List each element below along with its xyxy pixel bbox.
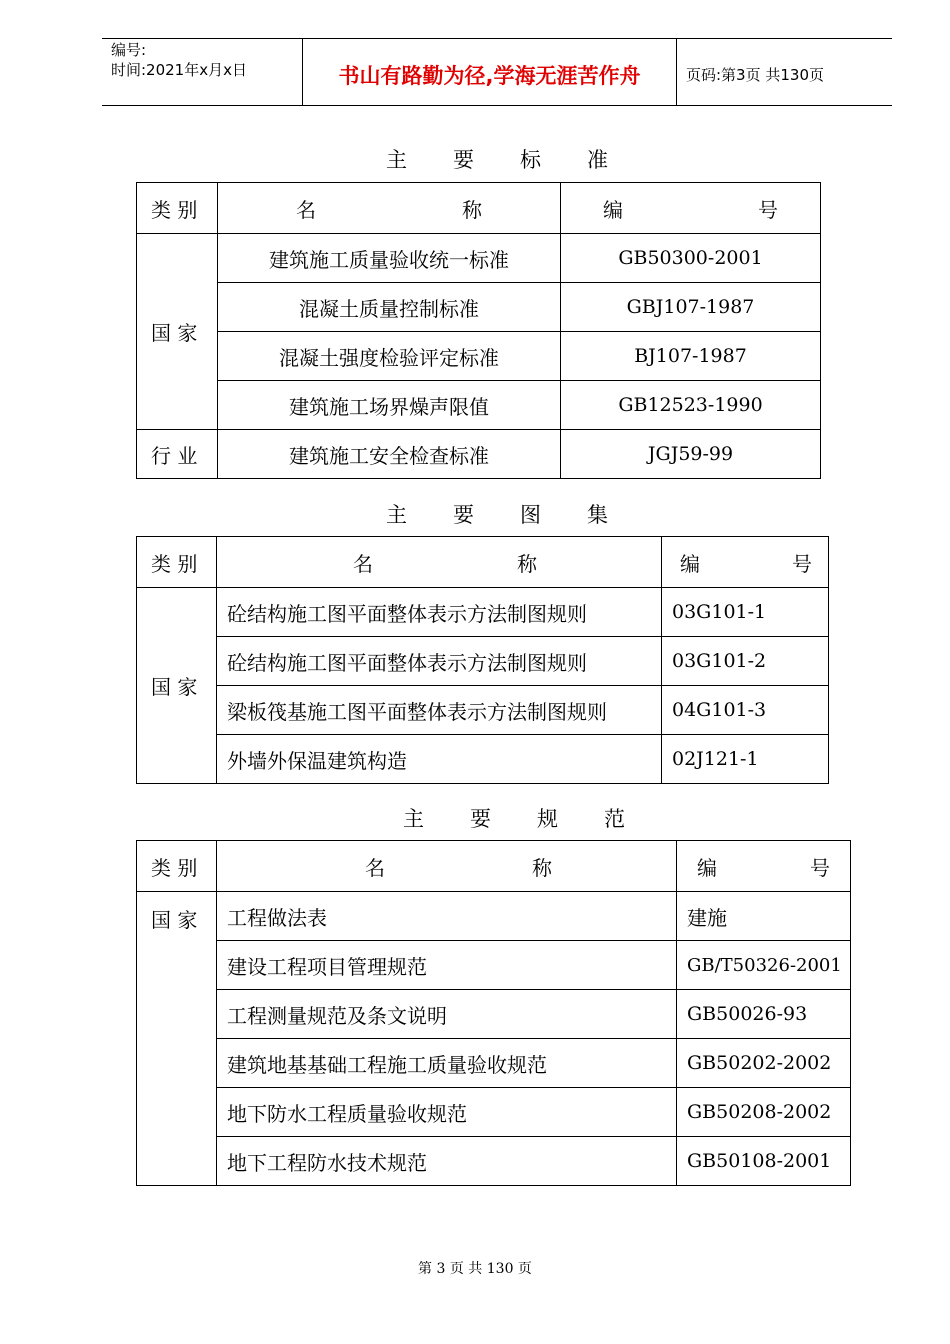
category-cell: 行 业 xyxy=(137,430,218,479)
codes-table xyxy=(136,840,851,1186)
standard-code: BJ107-1987 xyxy=(561,332,821,381)
atlas-code: 03G101-1 xyxy=(662,588,829,637)
title-char: 要 xyxy=(453,503,474,527)
code-name: 工程做法表 xyxy=(217,892,677,941)
category-cell: 国 家 xyxy=(137,892,217,1186)
atlas-code: 03G101-2 xyxy=(662,637,829,686)
table-row xyxy=(137,381,821,430)
col-header-category: 类 别 xyxy=(137,183,218,234)
atlas-name: 砼结构施工图平面整体表示方法制图规则 xyxy=(217,588,662,637)
standards-table xyxy=(136,182,821,479)
col-header-name-b: 称 xyxy=(532,855,552,880)
title-char: 标 xyxy=(520,148,541,172)
col-header-code-a: 编 xyxy=(603,197,623,222)
table-row xyxy=(137,332,821,381)
category-cell: 国 家 xyxy=(137,588,217,784)
section-title-standards xyxy=(386,144,608,174)
table-header-row xyxy=(137,183,821,234)
col-header-name xyxy=(217,841,677,892)
standard-name: 建筑施工质量验收统一标准 xyxy=(218,234,561,283)
col-header-code-b: 号 xyxy=(810,855,830,880)
col-header-code-b: 号 xyxy=(792,551,812,576)
col-header-name xyxy=(217,537,662,588)
code-name: 地下工程防水技术规范 xyxy=(217,1137,677,1186)
title-char: 主 xyxy=(386,503,407,527)
col-header-code-b: 号 xyxy=(758,197,778,222)
doc-number-label: 编号: xyxy=(111,41,147,59)
col-header-code xyxy=(662,537,829,588)
doc-date: 时间:2021年x月x日 xyxy=(111,61,247,79)
table-header-row xyxy=(137,537,829,588)
col-header-code xyxy=(677,841,851,892)
atlas-code: 02J121-1 xyxy=(662,735,829,784)
title-char: 要 xyxy=(470,807,491,831)
table-row xyxy=(137,892,851,941)
section-title-atlases xyxy=(386,499,608,529)
col-header-name-b: 称 xyxy=(462,197,482,222)
code-name: 工程测量规范及条文说明 xyxy=(217,990,677,1039)
col-header-code-a: 编 xyxy=(697,855,717,880)
title-char: 主 xyxy=(403,807,424,831)
title-char: 规 xyxy=(537,807,558,831)
page-header xyxy=(102,38,892,106)
page-footer: 第 3 页 共 130 页 xyxy=(418,1261,532,1277)
table-row xyxy=(137,686,829,735)
title-char: 准 xyxy=(587,148,608,172)
atlases-table xyxy=(136,536,829,784)
table-header-row xyxy=(137,841,851,892)
code-number: GB50108-2001 xyxy=(677,1137,851,1186)
title-char: 集 xyxy=(587,503,608,527)
atlas-code: 04G101-3 xyxy=(662,686,829,735)
table-row xyxy=(137,941,851,990)
col-header-name-a: 名 xyxy=(296,197,316,222)
code-number: 建施 xyxy=(677,892,851,941)
table-row xyxy=(137,1039,851,1088)
col-header-name-b: 称 xyxy=(517,551,537,576)
standard-code: JGJ59-99 xyxy=(561,430,821,479)
standard-code: GB12523-1990 xyxy=(561,381,821,430)
code-number: GB50208-2002 xyxy=(677,1088,851,1137)
table-row xyxy=(137,637,829,686)
standard-code: GBJ107-1987 xyxy=(561,283,821,332)
col-header-name-a: 名 xyxy=(353,551,373,576)
atlas-name: 砼结构施工图平面整体表示方法制图规则 xyxy=(217,637,662,686)
standard-name: 建筑施工安全检查标准 xyxy=(218,430,561,479)
col-header-code-a: 编 xyxy=(680,551,700,576)
table-row xyxy=(137,234,821,283)
title-char: 主 xyxy=(386,148,407,172)
table-row xyxy=(137,735,829,784)
standard-name: 混凝土质量控制标准 xyxy=(218,283,561,332)
table-row xyxy=(137,1088,851,1137)
section-title-codes xyxy=(403,803,625,833)
col-header-category: 类 别 xyxy=(137,841,217,892)
standard-code: GB50300-2001 xyxy=(561,234,821,283)
col-header-category: 类 别 xyxy=(137,537,217,588)
table-row xyxy=(137,1137,851,1186)
code-name: 建设工程项目管理规范 xyxy=(217,941,677,990)
atlas-name: 梁板筏基施工图平面整体表示方法制图规则 xyxy=(217,686,662,735)
standard-name: 混凝土强度检验评定标准 xyxy=(218,332,561,381)
code-number: GB/T50326-2001 xyxy=(677,941,851,990)
atlas-name: 外墙外保温建筑构造 xyxy=(217,735,662,784)
category-cell: 国 家 xyxy=(137,234,218,430)
header-motto: 书山有路勤为径,学海无涯苦作舟 xyxy=(303,39,677,105)
col-header-name xyxy=(218,183,561,234)
title-char: 要 xyxy=(453,148,474,172)
col-header-code xyxy=(561,183,821,234)
table-row xyxy=(137,430,821,479)
col-header-name-a: 名 xyxy=(365,855,385,880)
code-number: GB50202-2002 xyxy=(677,1039,851,1088)
table-row xyxy=(137,588,829,637)
title-char: 范 xyxy=(604,807,625,831)
header-meta xyxy=(102,39,303,105)
standard-name: 建筑施工场界燥声限值 xyxy=(218,381,561,430)
code-number: GB50026-93 xyxy=(677,990,851,1039)
table-row xyxy=(137,283,821,332)
title-char: 图 xyxy=(520,503,541,527)
code-name: 地下防水工程质量验收规范 xyxy=(217,1088,677,1137)
code-name: 建筑地基基础工程施工质量验收规范 xyxy=(217,1039,677,1088)
table-row xyxy=(137,990,851,1039)
header-page-info: 页码:第3页 共130页 xyxy=(686,65,824,84)
